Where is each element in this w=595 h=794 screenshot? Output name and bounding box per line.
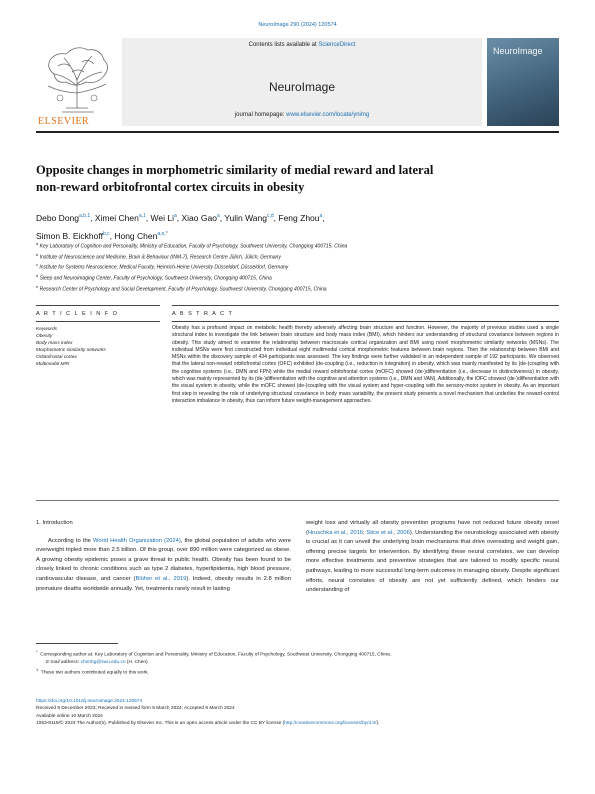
license-line (36, 720, 559, 727)
author-affiliation-mark[interactable]: a (216, 213, 220, 219)
author-name[interactable]: Debo Dong (36, 212, 80, 223)
footnote-mark: * (36, 649, 38, 654)
header-divider (36, 131, 559, 133)
affiliation-line (36, 240, 556, 251)
sciencedirect-link[interactable]: ScienceDirect (318, 42, 356, 48)
hruschka-citation-link[interactable]: Hruschka et al., 2016 (307, 529, 364, 536)
affiliation-mark: b (36, 251, 39, 257)
keyword-item: Morphometric similarity networks (36, 348, 106, 353)
cover-title: NeuroImage (493, 46, 543, 56)
abstract-rule-bottom (172, 321, 559, 322)
keyword-item: Orbitofrontal cortex (36, 355, 77, 360)
bluher-citation-link[interactable]: Blüher et al., 2019 (135, 575, 187, 582)
article-info-heading: A R T I C L E I N F O (36, 311, 119, 317)
author-separator: , (273, 212, 279, 223)
article-info-rule-bottom (36, 321, 160, 322)
homepage-line (122, 112, 482, 118)
affiliation-mark: e (36, 283, 39, 289)
author-name[interactable]: Wei Li (150, 212, 174, 223)
article-info-rule-top (36, 305, 160, 306)
journal-header (36, 38, 559, 128)
author-affiliation-mark[interactable]: a,b,1 (79, 213, 91, 219)
affiliation-line (36, 261, 556, 272)
affiliation-text: Sleep and Neuroimaging Center, Faculty of Psychology, Southwest University, Chongqing 400715, China (39, 275, 272, 282)
license-link[interactable]: http://creativecommons.org/licenses/by/4.0/ (284, 721, 377, 727)
keywords-title: Keywords (36, 327, 58, 332)
author-separator: , (219, 212, 225, 223)
email-link[interactable]: chenhg@swu.edu.cn (80, 660, 126, 665)
author-separator: , (322, 212, 325, 223)
keyword-item: Multimodal MRI (36, 362, 70, 367)
affiliations (36, 240, 556, 293)
author-affiliation-mark[interactable]: b,c (102, 230, 110, 237)
available-online: Available online 10 March 2024 (36, 713, 103, 719)
author-name[interactable]: Feng Zhou (278, 212, 320, 223)
author-affiliation-mark[interactable]: a (319, 213, 323, 219)
footnote-mark: 1 (36, 667, 39, 673)
affiliation-mark: d (36, 272, 39, 278)
email-label: E-mail address: (46, 660, 81, 665)
elsevier-tree-logo (36, 38, 118, 128)
journal-homepage-link[interactable]: www.elsevier.com/locate/ynimg (286, 112, 370, 118)
author-affiliation-mark[interactable]: a,1 (138, 213, 146, 219)
abstract-text: Obesity has a profound impact on metabolic health thereby adversely affecting brain structure and function. However, the majority of previous studies used a single structural index to investigate the link between brain structure and body mass index (BMI), which hinders our understanding of structural covariance between regions in obesity. This study aimed to examine the relationship between macroscale cortical organization and BMI using novel morphometric similarity networks (MSNs). The individual MSNs were first constructed from individual eight multimodal cortical morphometric features between brain regions. Then the relationship between BMI and MSNs within the discovery sample of 434 participants was assessed. The key findings were further validated in an independent sample of 192 participants. We observed that the lateral non-reward orbitofrontal cortex (OFC) exhibited (de-coupling (i.e., reduction in integration) in obesity, which was mainly manifested by its (de-)coupling with the cognitive systems (i.e., DMN and FPN) while the medial reward orbitofrontal cortex (mOFC) showed (de-)differentiation (i.e., decrease in distinctiveness) in obesity, which was mainly represented by its (de-)differentiation with the cognitive and attention systems (i.e., DMN and VAN). Additionally, the lOFC showed (de-)differentiation with the visual system in obesity, while the mOFC showed (de-)coupling with the visual system and hyper-coupling with the sensory-motor system in obesity. As an important first step in revealing the role of underlying structural covariance in body mass variability, the present study presents a novel mechanism that underlies the reward-control interaction imbalance in obesity, thus can inform future weight-management approaches. (172, 325, 559, 404)
author-name[interactable]: Simon B. Eickhoff (36, 230, 103, 241)
who-citation-link[interactable]: World Health Organization (2024) (93, 537, 181, 544)
license-text: 1053-8119/© 2024 The Author(s). Published by Elsevier Inc. This is an open access article under the CC BY license ( (36, 721, 285, 727)
doi-link[interactable]: https://doi.org/10.1016/j.neuroimage.2024.120574 (36, 699, 143, 704)
author-separator: , (176, 212, 182, 223)
corresponding-author-note (36, 648, 559, 659)
email-post: (H. Chen). (125, 660, 149, 665)
author-affiliation-mark[interactable]: a (173, 213, 177, 219)
abstract-rule-top (172, 305, 559, 306)
received-dates: Received 9 December 2023; Received in revised form 5 March 2024; Accepted 8 March 2024 (36, 706, 235, 712)
affiliation-text: Institute for Systems Neuroscience, Medical Faculty, Heinrich-Heine University Düsseldorf, Düsseldorf, Germany (39, 264, 289, 271)
body-column-left (36, 519, 291, 594)
affiliation-text: Research Center of Psychology and Social Development, Faculty of Psychology, Southwest University, Chongqing 400715, China (39, 286, 327, 293)
author-list (36, 208, 556, 244)
header-banner (122, 38, 482, 126)
article-meta (36, 698, 559, 728)
intro-paragraph-continued (306, 519, 559, 596)
author-name[interactable]: Yulin Wang (224, 212, 267, 223)
author-separator: , (90, 212, 95, 223)
affiliation-mark: a (36, 241, 39, 246)
keywords-list (36, 326, 160, 368)
intro-paragraph-1 (36, 537, 291, 595)
email-note (36, 659, 559, 666)
intro-text: , the global population of adults who were overweight tripled more than 2.5 billion. Of this group, over 890 million were categorized as obese. A growing obesity epidemic poses a grave threat to public health. Obesity has been found to be closely linked to chronic conditions such as type 2 diabetes, hyperlipidemia, high blood pressure, cardiovascular disease, and cancer ( (36, 537, 292, 582)
author-affiliation-mark[interactable]: c,d (266, 213, 274, 219)
affiliation-text: Institute of Neuroscience and Medicine, Brain & Behaviour (INM-7), Research Centre Jülich, Jülich, Germany (39, 254, 281, 261)
author-separator: , (109, 230, 115, 241)
license-text: ). (376, 721, 380, 727)
intro-text: According to the (48, 537, 94, 544)
affiliation-line (36, 283, 556, 294)
homepage-prefix: journal homepage: (234, 112, 287, 118)
author-separator: , (145, 212, 151, 223)
keyword-item: Body mass index (36, 341, 73, 346)
intro-text: ). Understanding the neurobiology associated with obesity is crucial as it can unveil the underlying brain mechanisms that drive overeating and weight gain, offering precise targets for intervention. By identifying these neural correlates, we can develop more effective treatments and preventive strategies that are tailored to modify specific neural pathways, leading to more successful long-term outcomes in managing obesity. Despite significant efforts, neural correlates of obesity are not yet sufficiently defined, which hinders our understanding of (306, 529, 559, 594)
affiliation-line (36, 251, 556, 262)
publisher-name: ELSEVIER (38, 116, 90, 127)
keyword-item: Obesity (36, 334, 53, 339)
title-line-2: non-reward orbitofrontal cortex circuits in obesity (36, 180, 305, 194)
author-affiliation-mark[interactable]: a,e,* (157, 230, 168, 237)
intro-text: weight loss and virtually all obesity prevention programs have not reduced future obesity onset ( (306, 520, 559, 536)
intro-text: ; (363, 529, 367, 536)
article-title (36, 162, 536, 196)
journal-title: NeuroImage (268, 80, 336, 94)
corresponding-text: Corresponding author at: Key Laboratory of Cognition and Personality, Ministry of Education, Faculty of Psychology, Southwest University, Chongqing 400715, China. (40, 652, 392, 658)
intro-text: ). Indeed, obesity results in 2.8 million premature deaths worldwide annually. Yet, treatments rarely result in lasting (36, 575, 291, 592)
footnote-rule (36, 643, 118, 644)
contents-prefix: Contents lists available at (248, 42, 319, 48)
equal-text: These two authors contributed equally to this work. (40, 671, 149, 676)
abstract-heading: A B S T R A C T (172, 311, 234, 317)
author-name[interactable]: Ximei Chen (94, 212, 139, 223)
equal-contribution-note (36, 666, 559, 677)
journal-reference[interactable]: NeuroImage 290 (2024) 120574 (258, 22, 337, 28)
stice-citation-link[interactable]: Stice et al., 2006 (366, 529, 410, 536)
contents-line (122, 42, 482, 48)
abstract-end-rule (36, 500, 559, 501)
footnotes (36, 648, 559, 677)
journal-cover-thumbnail[interactable] (487, 38, 559, 126)
affiliation-line (36, 272, 556, 283)
affiliation-mark: c (36, 262, 38, 268)
affiliation-text: Key Laboratory of Cognition and Personality, Ministry of Education, Faculty of Psychology, Southwest University, Chongqing 400715, China (39, 243, 348, 250)
section-title-introduction: 1. Introduction (36, 520, 73, 526)
author-name[interactable]: Hong Chen (114, 230, 158, 241)
title-line-1: Opposite changes in morphometric similarity of medial reward and lateral (36, 163, 434, 177)
author-name[interactable]: Xiao Gao (181, 212, 217, 223)
body-column-right (306, 519, 559, 596)
